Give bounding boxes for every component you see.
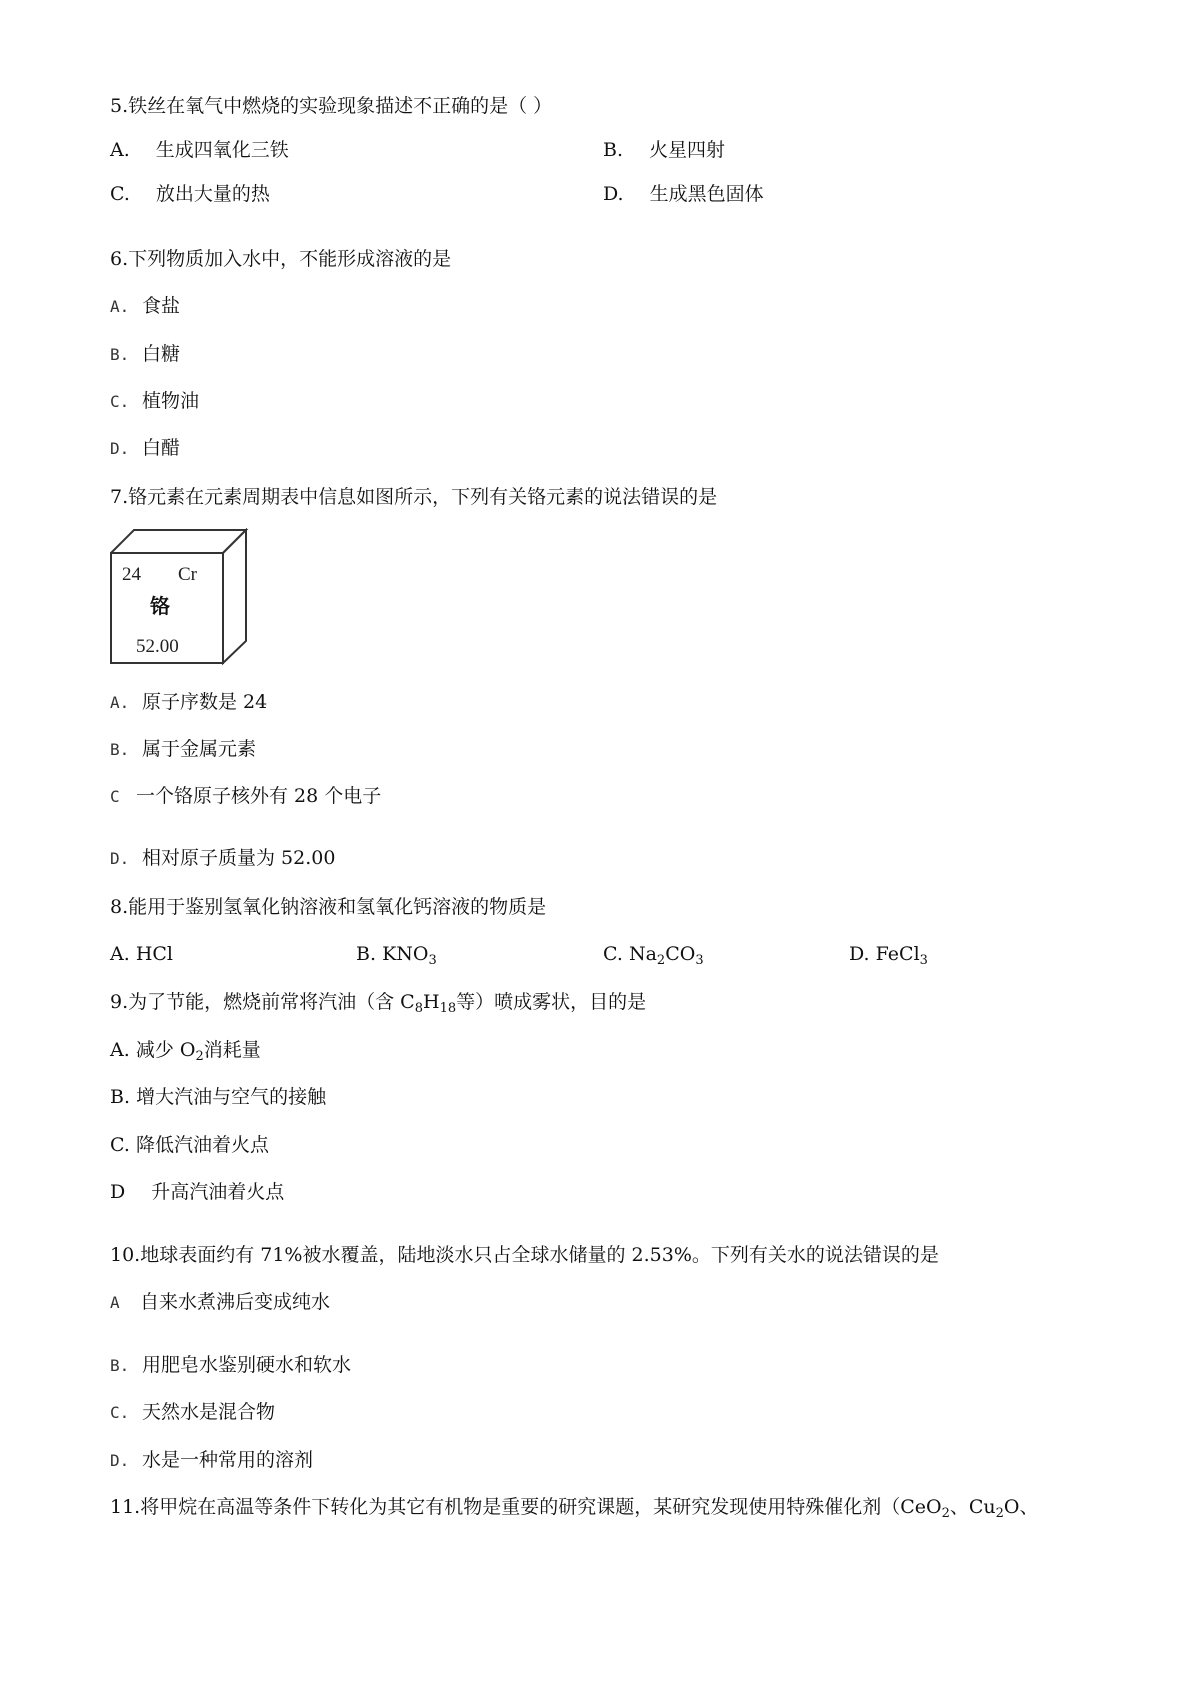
question-7-stem: 7.铬元素在元素周期表中信息如图所示，下列有关铬元素的说法错误的是 [110,486,718,508]
question-9-option-b [110,1083,326,1111]
option-text: 植物油 [142,390,200,412]
option-text-2: CO [665,943,696,965]
stem-text: 等）喷成雾状，目的是 [456,991,647,1013]
option-letter: A. [110,1039,130,1061]
option-letter: C. [110,1134,130,1156]
option-letter: C [110,787,120,806]
option-letter: C. [110,392,130,411]
option-text: Na [628,943,657,965]
subscript: 3 [428,953,437,968]
option-text: 食盐 [142,295,181,317]
option-text: 原子序数是 24 [142,691,268,713]
question-10-option-c [110,1398,275,1427]
option-text: 一个铬原子核外有 28 个电子 [136,785,382,807]
atomic-mass: 52.00 [136,636,179,657]
question-6-stem: 6.下列物质加入水中，不能形成溶液的是 [110,248,452,270]
question-11-stem [110,1493,1039,1528]
option-text: 用肥皂水鉴别硬水和软水 [142,1354,352,1376]
stem-text: H [423,991,440,1013]
option-letter: A. [110,693,130,712]
stem-text: 9.为了节能，燃烧前常将汽油（含 C [110,991,415,1013]
option-text: 减少 O [135,1039,196,1061]
option-text: 降低汽油着火点 [135,1134,269,1156]
question-9-option-c [110,1131,269,1159]
element-cell-figure [110,528,250,668]
question-6-option-b [110,340,180,369]
option-text: 生成黑色固体 [649,183,764,205]
cube-side-face [223,530,246,663]
option-letter: D. [110,849,130,868]
option-text: 火星四射 [649,139,726,161]
option-letter: B. [603,139,624,161]
stem-text: 11.将甲烷在高温等条件下转化为其它有机物是重要的研究课题，某研究发现使用特殊催化剂（CeO [110,1496,942,1518]
question-9-option-d [110,1178,284,1206]
question-10-option-d [110,1446,313,1475]
question-5-option-c [110,180,270,208]
question-7-option-d [110,844,335,873]
option-letter: B. [110,1356,130,1375]
option-letter: A [110,1293,120,1312]
option-text-2: 消耗量 [203,1039,261,1061]
question-7-option-b [110,735,256,764]
question-5-option-d [603,180,764,208]
question-7-option-a [110,688,267,717]
subscript: 2 [941,1506,950,1521]
question-5-option-a [110,136,289,164]
option-letter: C. [603,943,623,965]
option-letter: B. [110,1086,131,1108]
option-text: FeCl [875,943,920,965]
option-letter: A. [110,139,130,161]
option-text: 增大汽油与空气的接触 [136,1086,327,1108]
option-text: 相对原子质量为 52.00 [142,847,336,869]
question-10-stem: 10.地球表面约有 71%被水覆盖，陆地淡水只占全球水储量的 2.53%。下列有关水的说法错误的是 [110,1244,939,1266]
subscript: 2 [995,1506,1004,1521]
question-9-stem [110,988,646,1023]
question-9-option-a [110,1036,261,1071]
question-8-option-a [110,940,173,968]
question-8-option-b [356,940,437,975]
subscript: 3 [919,953,928,968]
option-text: 放出大量的热 [155,183,270,205]
subscript-2: 3 [695,953,704,968]
question-10-option-a [110,1288,330,1317]
element-symbol: Cr [178,564,197,585]
stem-text: 、Cu [949,1496,996,1518]
question-7-option-c [110,782,381,811]
subscript: 18 [439,1001,457,1016]
question-6-option-c [110,387,199,416]
element-name: 铬 [150,594,170,618]
subscript: 8 [414,1001,423,1016]
subscript: 2 [656,953,666,968]
option-text: 白醋 [142,437,181,459]
option-text: 白糖 [142,343,181,365]
stem-text: O、 [1003,1496,1039,1518]
option-letter: A. [110,943,130,965]
subscript: 2 [195,1049,204,1064]
option-text: 生成四氧化三铁 [155,139,289,161]
question-8-stem: 8.能用于鉴别氢氧化钠溶液和氢氧化钙溶液的物质是 [110,896,547,918]
option-letter: B. [110,740,130,759]
option-text: 属于金属元素 [142,738,257,760]
question-6-option-d [110,434,180,463]
question-6-option-a [110,292,180,321]
option-text: 自来水煮沸后变成纯水 [140,1291,331,1313]
option-letter: D [110,1181,126,1203]
question-5-option-b [603,136,725,164]
option-text: 水是一种常用的溶剂 [142,1449,314,1471]
question-10-option-b [110,1351,351,1380]
option-letter: A. [110,297,130,316]
option-text: 天然水是混合物 [142,1401,276,1423]
option-letter: D. [603,183,624,205]
option-letter: C. [110,1403,130,1422]
option-letter: B. [356,943,377,965]
option-letter: C. [110,183,130,205]
option-letter: B. [110,345,130,364]
option-letter: D. [110,1451,130,1470]
option-text: KNO [382,943,429,965]
question-8-option-c [603,940,704,975]
option-letter: D. [110,439,130,458]
option-text: 升高汽油着火点 [151,1181,285,1203]
question-5-stem: 5.铁丝在氧气中燃烧的实验现象描述不正确的是（ ） [110,95,553,117]
option-letter: D. [849,943,870,965]
option-text: HCl [135,943,173,965]
atomic-number: 24 [122,564,141,585]
question-8-option-d [849,940,928,975]
element-cube-drawing [110,528,250,668]
